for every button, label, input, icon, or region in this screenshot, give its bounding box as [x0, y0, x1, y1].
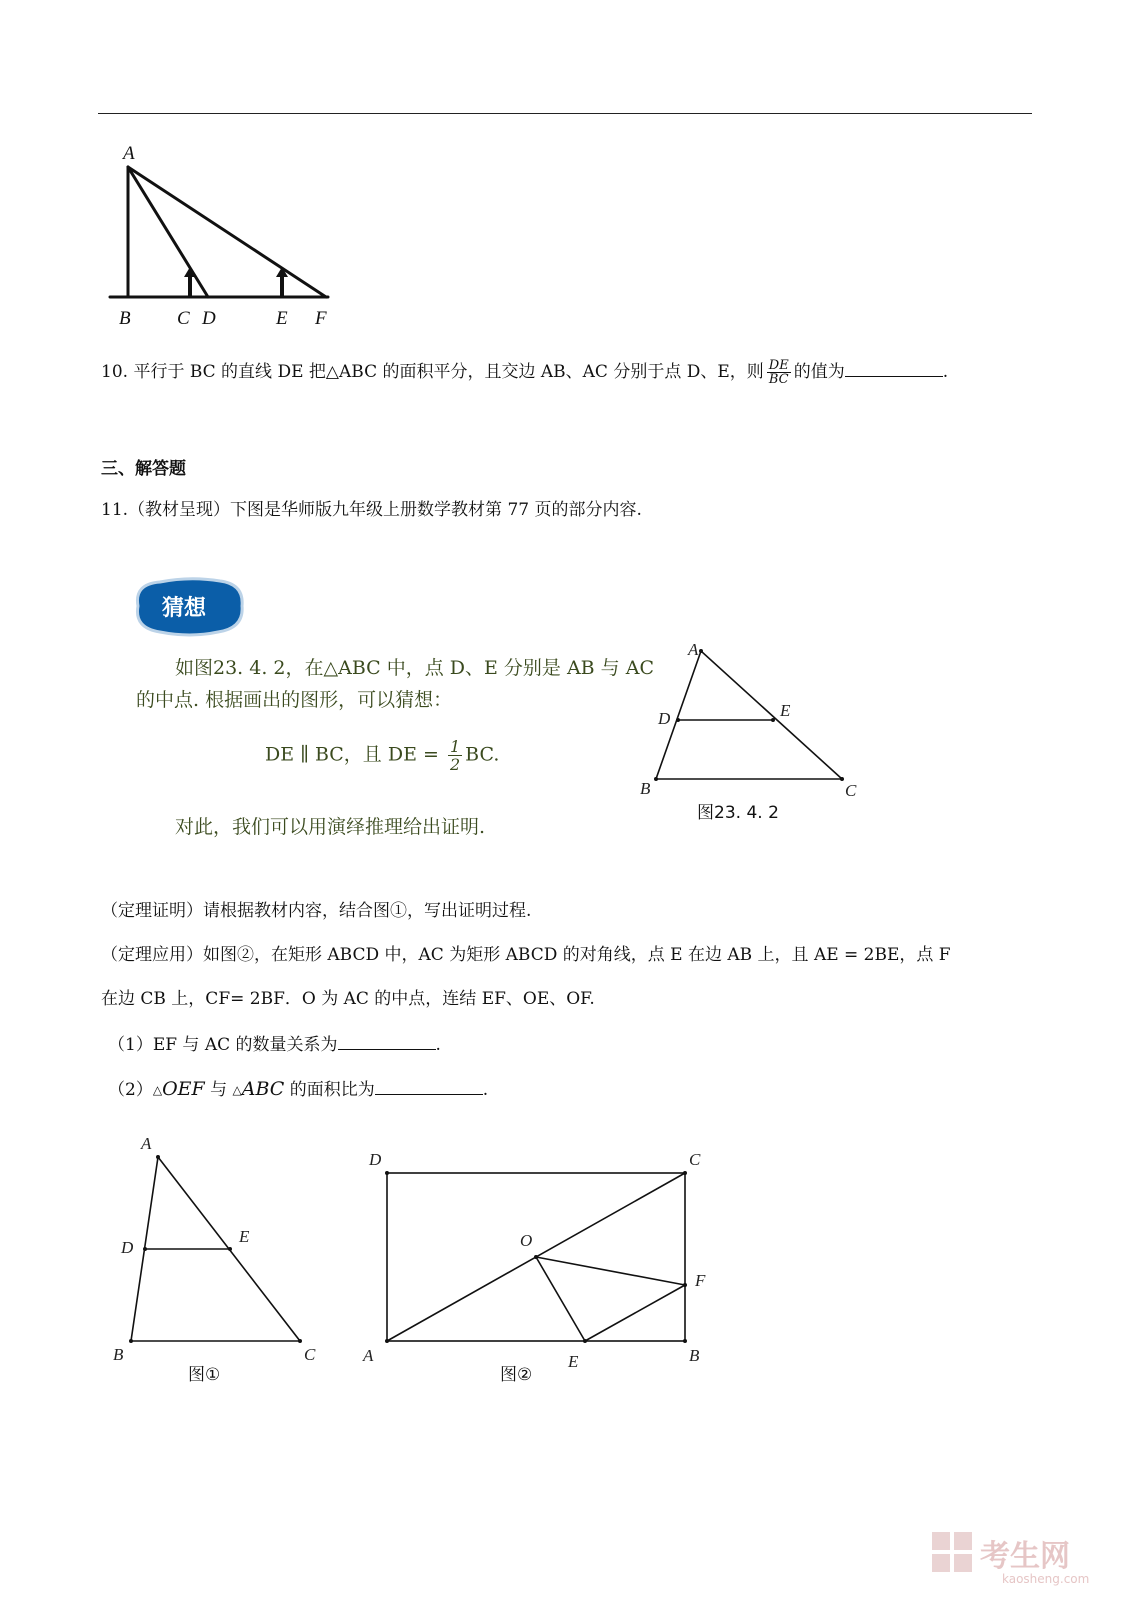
box-fig-label-A: A	[688, 640, 699, 659]
fig2-label-C: C	[689, 1150, 701, 1169]
label-F: F	[315, 308, 327, 329]
watermark-icon	[932, 1532, 972, 1572]
box-line-2: 的中点. 根据画出的图形，可以猜想：	[136, 689, 453, 711]
fig2-label-D: D	[369, 1150, 382, 1169]
segment-EF	[585, 1285, 685, 1341]
fig2-label-E: E	[568, 1352, 579, 1371]
figure-23-4-2	[630, 636, 870, 826]
application-line-2: 在边 CB 上，CF= 2BF．O 为 AC 的中点，连结 EF、OE、OF.	[101, 989, 595, 1009]
sub-question-2: （2）△OEF 与 △ABC 的面积比为 .	[108, 1078, 489, 1100]
box-line-1: 如图23. 4. 2，在△ABC 中，点 D、E 分别是 AB 与 AC	[175, 657, 654, 679]
q10-prefix: 10. 平行于 BC 的直线 DE 把△ABC 的面积平分，且交边 AB、AC 分别于点 D、E，则	[101, 362, 764, 382]
box-fig-label-D: D	[658, 709, 671, 728]
box-line-4: 对此，我们可以用演绎推理给出证明.	[175, 816, 486, 838]
q10-suffix: 的值为	[793, 362, 845, 382]
triangle-ABC	[656, 651, 842, 779]
box-fig-label-E: E	[780, 701, 791, 720]
box-formula-left: DE ∥ BC，且 DE =	[265, 743, 439, 766]
box-formula-right: BC.	[465, 743, 500, 766]
conjecture-badge	[130, 574, 250, 638]
proof-instruction: （定理证明）请根据教材内容，结合图①，写出证明过程.	[101, 901, 532, 921]
fig2-label-B: B	[689, 1346, 700, 1365]
fig1-label-A: A	[141, 1134, 152, 1153]
q11-intro: 11.（教材呈现）下图是华师版九年级上册数学教材第 77 页的部分内容.	[101, 500, 642, 520]
application-line-1: （定理应用）如图②，在矩形 ABCD 中，AC 为矩形 ABCD 的对角线，点 E 在边 AB 上，且 AE = 2BE，点 F	[101, 945, 951, 965]
figure-2	[360, 1145, 720, 1395]
fig2-caption: 图②	[500, 1365, 533, 1385]
watermark-text: 考生网	[980, 1539, 1070, 1574]
line-AD	[128, 167, 208, 297]
fig1-caption: 图①	[188, 1365, 221, 1385]
box-formula	[265, 738, 499, 773]
segment-OF	[536, 1257, 685, 1285]
label-E: E	[276, 308, 288, 329]
q10-fraction	[767, 359, 791, 386]
fig2-label-F: F	[695, 1271, 706, 1290]
top-figure	[100, 135, 360, 335]
box-formula-frac: $\frac{1}{2}$	[449, 737, 461, 774]
fig1-label-E: E	[239, 1227, 250, 1246]
sub1-answer-blank[interactable]	[338, 1031, 436, 1050]
q10-answer-blank[interactable]	[845, 358, 943, 377]
fig1-label-D: D	[121, 1238, 134, 1257]
header-rule	[98, 113, 1032, 114]
figure-1	[108, 1128, 338, 1393]
fig1-label-C: C	[304, 1345, 316, 1364]
sub-question-1: （1）EF 与 AC 的数量关系为 .	[108, 1031, 441, 1057]
badge-label: 猜想	[162, 596, 207, 621]
watermark-logo	[930, 1526, 1100, 1588]
line-AF	[128, 167, 326, 297]
label-A: A	[123, 143, 135, 164]
section-title: 三、解答题	[101, 459, 186, 479]
q10-frac-den: BC	[768, 372, 789, 387]
box-fig-label-B: B	[640, 779, 651, 798]
q10-frac-num: DE	[768, 358, 789, 373]
label-D: D	[202, 308, 216, 329]
person-icon-C	[184, 267, 196, 297]
box-fig-caption: 图23. 4. 2	[697, 803, 779, 823]
label-C: C	[177, 308, 190, 329]
fig1-label-B: B	[113, 1345, 124, 1364]
watermark-subtext: kaosheng.com	[1002, 1572, 1090, 1586]
segment-OE	[536, 1257, 585, 1341]
label-B: B	[119, 308, 131, 329]
fig2-label-O: O	[520, 1231, 533, 1250]
question-10: 10. 平行于 BC 的直线 DE 把△ABC 的面积平分，且交边 AB、AC 分别于点 D、E，则 $\frac{DE}{BC}$ 的值为 .	[101, 358, 949, 387]
box-fig-label-C: C	[845, 781, 857, 800]
sub2-answer-blank[interactable]	[375, 1076, 483, 1095]
fig2-label-A: A	[363, 1346, 374, 1365]
